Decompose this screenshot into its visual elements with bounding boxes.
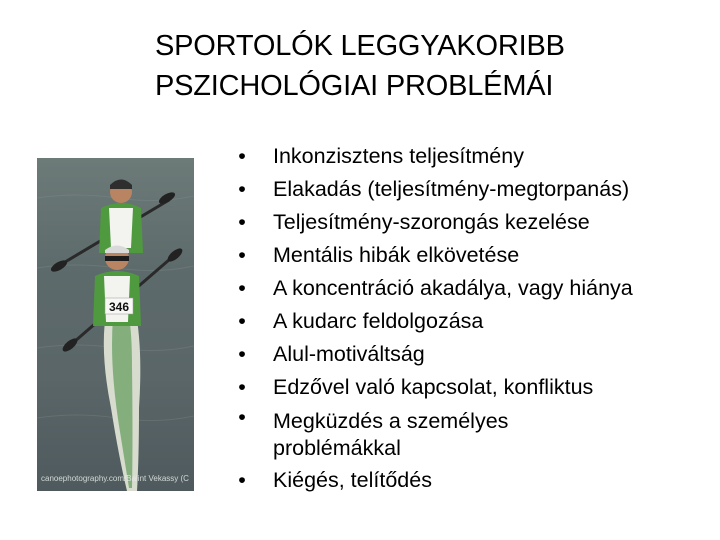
list-item	[235, 305, 705, 338]
bullet-icon: •	[238, 243, 246, 267]
list-item	[235, 206, 705, 239]
list-item	[235, 173, 705, 206]
list-item-text-line-1: Megküzdés a személyes	[273, 409, 509, 433]
list-item	[235, 404, 705, 464]
list-item-text: A kudarc feldolgozása	[273, 309, 484, 333]
list-item-text: Mentális hibák elkövetése	[273, 243, 520, 267]
photo-caption: canoephotography.com/Balint Vekassy (C	[41, 474, 189, 483]
list-item-text-line-2: problémákkal	[273, 436, 401, 460]
list-item	[235, 272, 705, 305]
slide-title-line-1: SPORTOLÓK LEGGYAKORIBB	[155, 30, 565, 62]
list-item-text: Alul-motiváltság	[273, 342, 425, 366]
list-item	[235, 371, 705, 404]
bullet-icon: •	[238, 309, 246, 333]
list-item-text: Inkonzisztens teljesítmény	[273, 144, 524, 168]
list-item-text: Teljesítmény-szorongás kezelése	[273, 210, 590, 234]
list-item-text: Edzővel való kapcsolat, konfliktus	[273, 375, 594, 399]
list-item-text: A koncentráció akadálya, vagy hiánya	[273, 276, 633, 300]
bullet-icon: •	[238, 342, 246, 366]
list-item	[235, 464, 705, 497]
kayak-photo	[37, 158, 194, 491]
slide-title	[155, 26, 675, 106]
list-item-text: Elakadás (teljesítmény-megtorpanás)	[273, 177, 630, 201]
bib-number: 346	[108, 300, 130, 314]
bullet-icon: •	[238, 468, 246, 492]
bullet-icon: •	[238, 375, 246, 399]
problem-list	[235, 140, 705, 497]
list-item	[235, 338, 705, 371]
list-item	[235, 140, 705, 173]
list-item	[235, 239, 705, 272]
bullet-icon: •	[238, 276, 246, 300]
bullet-icon: •	[238, 210, 246, 234]
slide-title-line-2: PSZICHOLÓGIAI PROBLÉMÁI	[155, 70, 554, 102]
bullet-icon: •	[238, 177, 246, 201]
kayak-illustration	[37, 158, 194, 491]
bullet-icon: •	[238, 405, 246, 429]
bullet-icon: •	[238, 144, 246, 168]
list-item-text: Kiégés, telítődés	[273, 468, 432, 492]
